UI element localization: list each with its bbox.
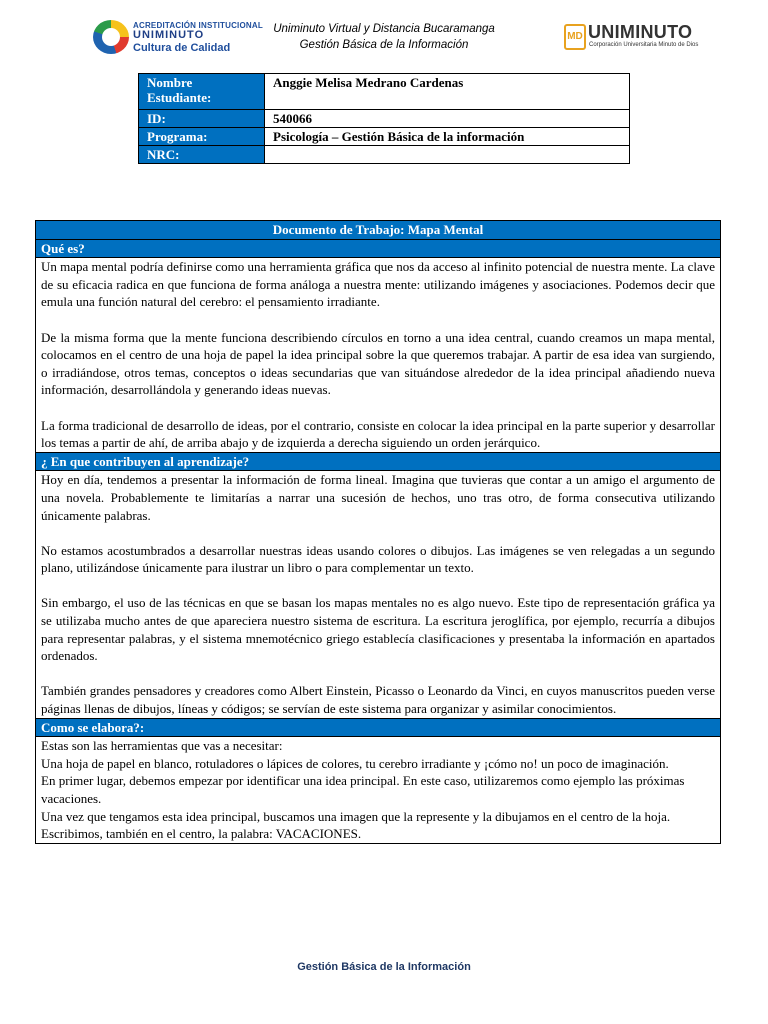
section-heading-que-es: Qué es? — [36, 239, 721, 258]
paragraph: Hoy en día, tendemos a presentar la información de forma lineal. Imagina que tuvieras que contar a un amigo el argumento de una novela. Probablemente te limitarías a narrar una sucesión de hechos, uno tras otro, de forma consecutiva utilizando únicamente palabras. — [41, 472, 715, 523]
accreditation-logo — [93, 18, 263, 58]
paragraph: Una hoja de papel en blanco, rotuladores o lápices de colores, tu cerebro irradiante y ¡cómo no! un poco de imaginación. — [41, 755, 669, 771]
student-name-value: Anggie Melisa Medrano Cardenas — [265, 74, 630, 110]
header-course: Gestión Básica de la Información — [299, 39, 469, 51]
paragraph: Estas son las herramientas que vas a necesitar: — [41, 738, 283, 754]
page-header — [0, 0, 768, 70]
paragraph: En primer lugar, debemos empezar por identificar una idea principal. En este caso, utilizaremos como ejemplo las próximas vacaciones. — [41, 773, 685, 806]
section-heading-aprendizaje: ¿ En que contribuyen al aprendizaje? — [36, 452, 721, 471]
paragraph: También grandes pensadores y creadores como Albert Einstein, Picasso o Leonardo da Vinci, en cuyos manuscritos pueden verse páginas llenas de dibujos, líneas y códigos; se servían de este sistema para organizar y asimilar conocimientos. — [41, 683, 715, 717]
uniminuto-mark-icon: MD — [564, 24, 586, 50]
work-document-table — [35, 220, 721, 844]
paragraph: No estamos acostumbrados a desarrollar nuestras ideas usando colores o dibujos. Las imágenes se ven relegadas a un segundo plano, utilizándose únicamente para ilustrar un libro o para complementar un texto. — [41, 542, 715, 576]
student-row-name — [139, 74, 630, 110]
student-program-value: Psicología – Gestión Básica de la información — [265, 128, 630, 146]
paragraph: Sin embargo, el uso de las técnicas en que se basan los mapas mentales no es algo nuevo. Este tipo de representación gráfica ya se utilizaba mucho antes de que apareciera nuestro sistema de escritura. La escritura jeroglífica, por ejemplo, recurría a dibujos para representar palabras, y el sistema mnemotécnico griego establecía clasificaciones y presentaba la información en apartados ordenados. — [41, 595, 715, 664]
section-body-que-es — [36, 258, 721, 453]
header-center-text — [240, 21, 528, 53]
accreditation-emblem-icon — [93, 20, 129, 54]
logo-left-line3: Cultura de Calidad — [133, 42, 231, 54]
student-nrc-label: NRC: — [139, 146, 265, 164]
logo-left-line2: UNIMINUTO — [133, 29, 205, 41]
section-body-aprendizaje — [36, 471, 721, 718]
logo-left-line1: ACREDITACIÓN INSTITUCIONAL — [133, 21, 263, 30]
paragraph: Una vez que tengamos esta idea principal, buscamos una imagen que la represente y la dibujamos en el centro de la hoja. Escribimos, también en el centro, la palabra: VACACIONES. — [41, 808, 671, 842]
document-title: Documento de Trabajo: Mapa Mental — [36, 221, 721, 240]
paragraph: La forma tradicional de desarrollo de ideas, por el contrario, consiste en colocar la idea principal en la parte superior y desarrollar los temas a partir de ahí, de arriba abajo y de izquierda a derecha siguiendo un orden jerárquico. — [41, 417, 715, 451]
student-nrc-value — [265, 146, 630, 164]
student-info-table — [138, 73, 630, 164]
section-heading-como-se-elabora: Como se elabora?: — [36, 718, 721, 737]
student-program-label: Programa: — [139, 128, 265, 146]
student-id-label: ID: — [139, 110, 265, 128]
uniminuto-logo-subtitle: Corporación Universitaria Minuto de Dios — [589, 42, 699, 48]
student-row-id — [139, 110, 630, 128]
header-institution: Uniminuto Virtual y Distancia Bucaramanga — [273, 23, 495, 35]
student-id-value: 540066 — [265, 110, 630, 128]
paragraph: De la misma forma que la mente funciona describiendo círculos en torno a una idea central, cuando creamos un mapa mental, colocamos en el centro de una hoja de papel la idea principal sobre la que queremos trabajar. A partir de esa idea van surgiendo, o irradiándose, otros temas, conceptos o ideas secundarias que van situándose alrededor de la idea principal añadiendo nueva información, desarrollándola y generando ideas nuevas. — [41, 329, 715, 398]
uniminuto-logo — [564, 22, 734, 54]
student-row-nrc — [139, 146, 630, 164]
uniminuto-logo-name: UNIMINUTO — [588, 22, 693, 42]
student-row-program — [139, 128, 630, 146]
paragraph: Un mapa mental podría definirse como una herramienta gráfica que nos da acceso al infinito potencial de nuestra mente. La clave de su eficacia radica en que funciona de forma análoga a nuestra mente: utilizando imágenes y asociaciones. Podemos decir que emula una función natural del cerebro: el pensamiento irradiante. — [41, 259, 715, 310]
page-footer: Gestión Básica de la Información — [297, 961, 471, 973]
student-name-label: Nombre Estudiante: — [139, 74, 265, 110]
section-body-como-se-elabora — [36, 737, 721, 844]
